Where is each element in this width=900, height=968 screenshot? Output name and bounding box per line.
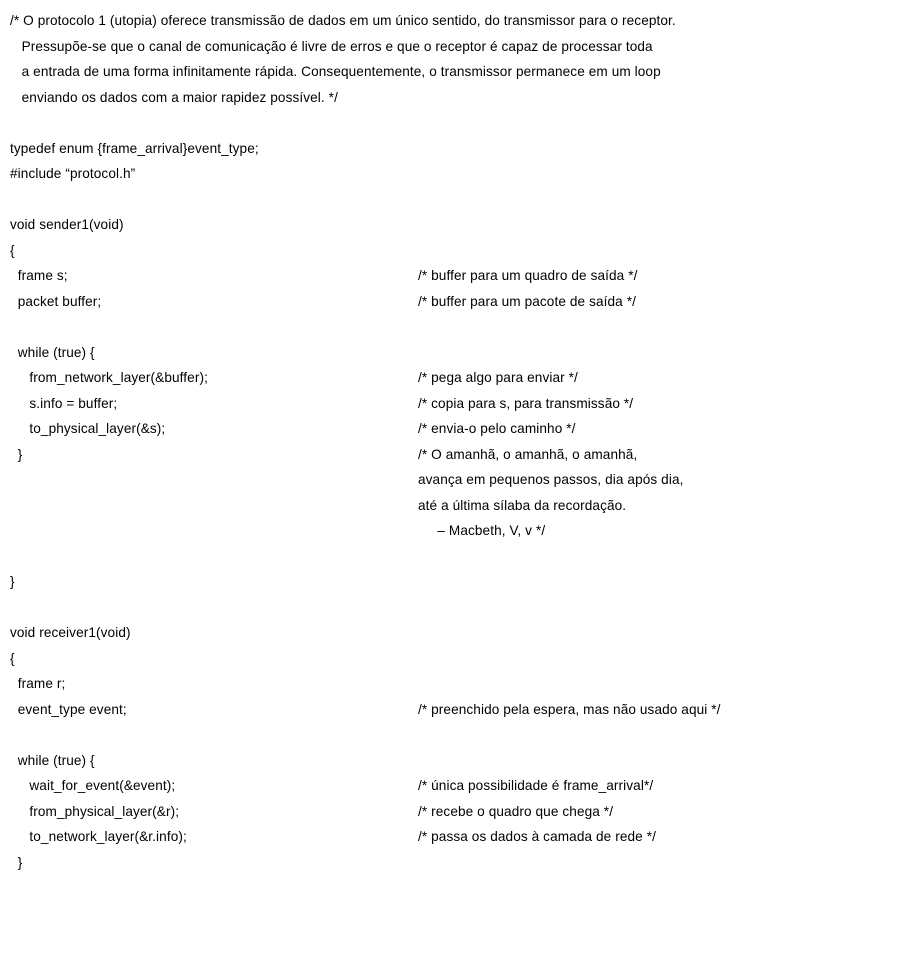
code-text: typedef enum {frame_arrival}event_type; — [10, 140, 259, 156]
code-line — [10, 544, 890, 570]
code-line — [10, 646, 890, 672]
code-line — [10, 442, 890, 468]
code-comment: até a última sílaba da recordação. — [418, 497, 627, 513]
code-line — [10, 314, 890, 340]
code-line — [10, 671, 890, 697]
code-text: { — [10, 650, 15, 666]
code-comment: /* única possibilidade é frame_arrival*/ — [418, 778, 654, 793]
code-line — [10, 340, 890, 366]
code-comment: /* buffer para um pacote de saída */ — [418, 293, 636, 309]
code-text: to_physical_layer(&s); — [10, 421, 166, 436]
code-line — [10, 722, 890, 748]
code-line — [10, 59, 890, 85]
code-comment: /* pega algo para enviar */ — [418, 370, 578, 385]
code-line — [10, 748, 890, 774]
code-text: void sender1(void) — [10, 217, 124, 232]
code-text: frame r; — [10, 676, 66, 691]
code-text: from_physical_layer(&r); — [10, 803, 180, 819]
code-comment: /* passa os dados à camada de rede */ — [418, 829, 656, 844]
code-line — [10, 518, 890, 544]
code-line — [10, 8, 890, 34]
code-text: packet buffer; — [10, 293, 102, 309]
code-text: { — [10, 242, 15, 258]
code-line — [10, 595, 890, 621]
code-text: while (true) { — [10, 344, 95, 360]
code-line — [10, 824, 890, 850]
code-comment: /* envia-o pelo caminho */ — [418, 421, 576, 436]
code-line — [10, 238, 890, 264]
code-line — [10, 85, 890, 111]
code-text: wait_for_event(&event); — [10, 778, 176, 793]
code-line — [10, 212, 890, 238]
code-line — [10, 569, 890, 595]
code-line — [10, 289, 890, 315]
code-line — [10, 697, 890, 723]
code-line — [10, 365, 890, 391]
code-text: /* O protocolo 1 (utopia) oferece transmissão de dados em um único sentido, do transmissor para o receptor. — [10, 13, 676, 28]
code-line — [10, 187, 890, 213]
code-line — [10, 799, 890, 825]
code-line — [10, 467, 890, 493]
code-line — [10, 391, 890, 417]
code-line — [10, 110, 890, 136]
code-text: frame s; — [10, 268, 68, 283]
code-text: to_network_layer(&r.info); — [10, 829, 187, 844]
code-text: while (true) { — [10, 752, 95, 768]
code-text: } — [10, 446, 23, 462]
code-text: event_type event; — [10, 701, 127, 717]
code-comment: /* copia para s, para transmissão */ — [418, 395, 634, 411]
code-text: s.info = buffer; — [10, 395, 118, 411]
code-text: } — [10, 854, 23, 870]
code-line — [10, 34, 890, 60]
code-comment: /* preenchido pela espera, mas não usado aqui */ — [418, 701, 721, 717]
code-listing — [10, 8, 890, 875]
code-comment: /* recebe o quadro que chega */ — [418, 803, 614, 819]
code-comment: – Macbeth, V, v */ — [418, 523, 546, 538]
code-line — [10, 136, 890, 162]
code-text: void receiver1(void) — [10, 625, 131, 640]
code-text: } — [10, 574, 15, 589]
code-line — [10, 773, 890, 799]
code-comment: avança em pequenos passos, dia após dia, — [418, 472, 684, 487]
code-text: #include “protocol.h” — [10, 166, 136, 181]
code-line — [10, 161, 890, 187]
code-line — [10, 850, 890, 876]
code-text: enviando os dados com a maior rapidez possível. */ — [10, 89, 338, 105]
code-comment: /* buffer para um quadro de saída */ — [418, 268, 638, 283]
code-text: Pressupõe-se que o canal de comunicação é livre de erros e que o receptor é capaz de processar toda — [10, 38, 653, 54]
code-text: from_network_layer(&buffer); — [10, 370, 208, 385]
code-line — [10, 493, 890, 519]
code-line — [10, 263, 890, 289]
code-text: a entrada de uma forma infinitamente rápida. Consequentemente, o transmissor permanece em um loop — [10, 64, 661, 79]
code-comment: /* O amanhã, o amanhã, o amanhã, — [418, 446, 638, 462]
code-line — [10, 416, 890, 442]
code-line — [10, 620, 890, 646]
